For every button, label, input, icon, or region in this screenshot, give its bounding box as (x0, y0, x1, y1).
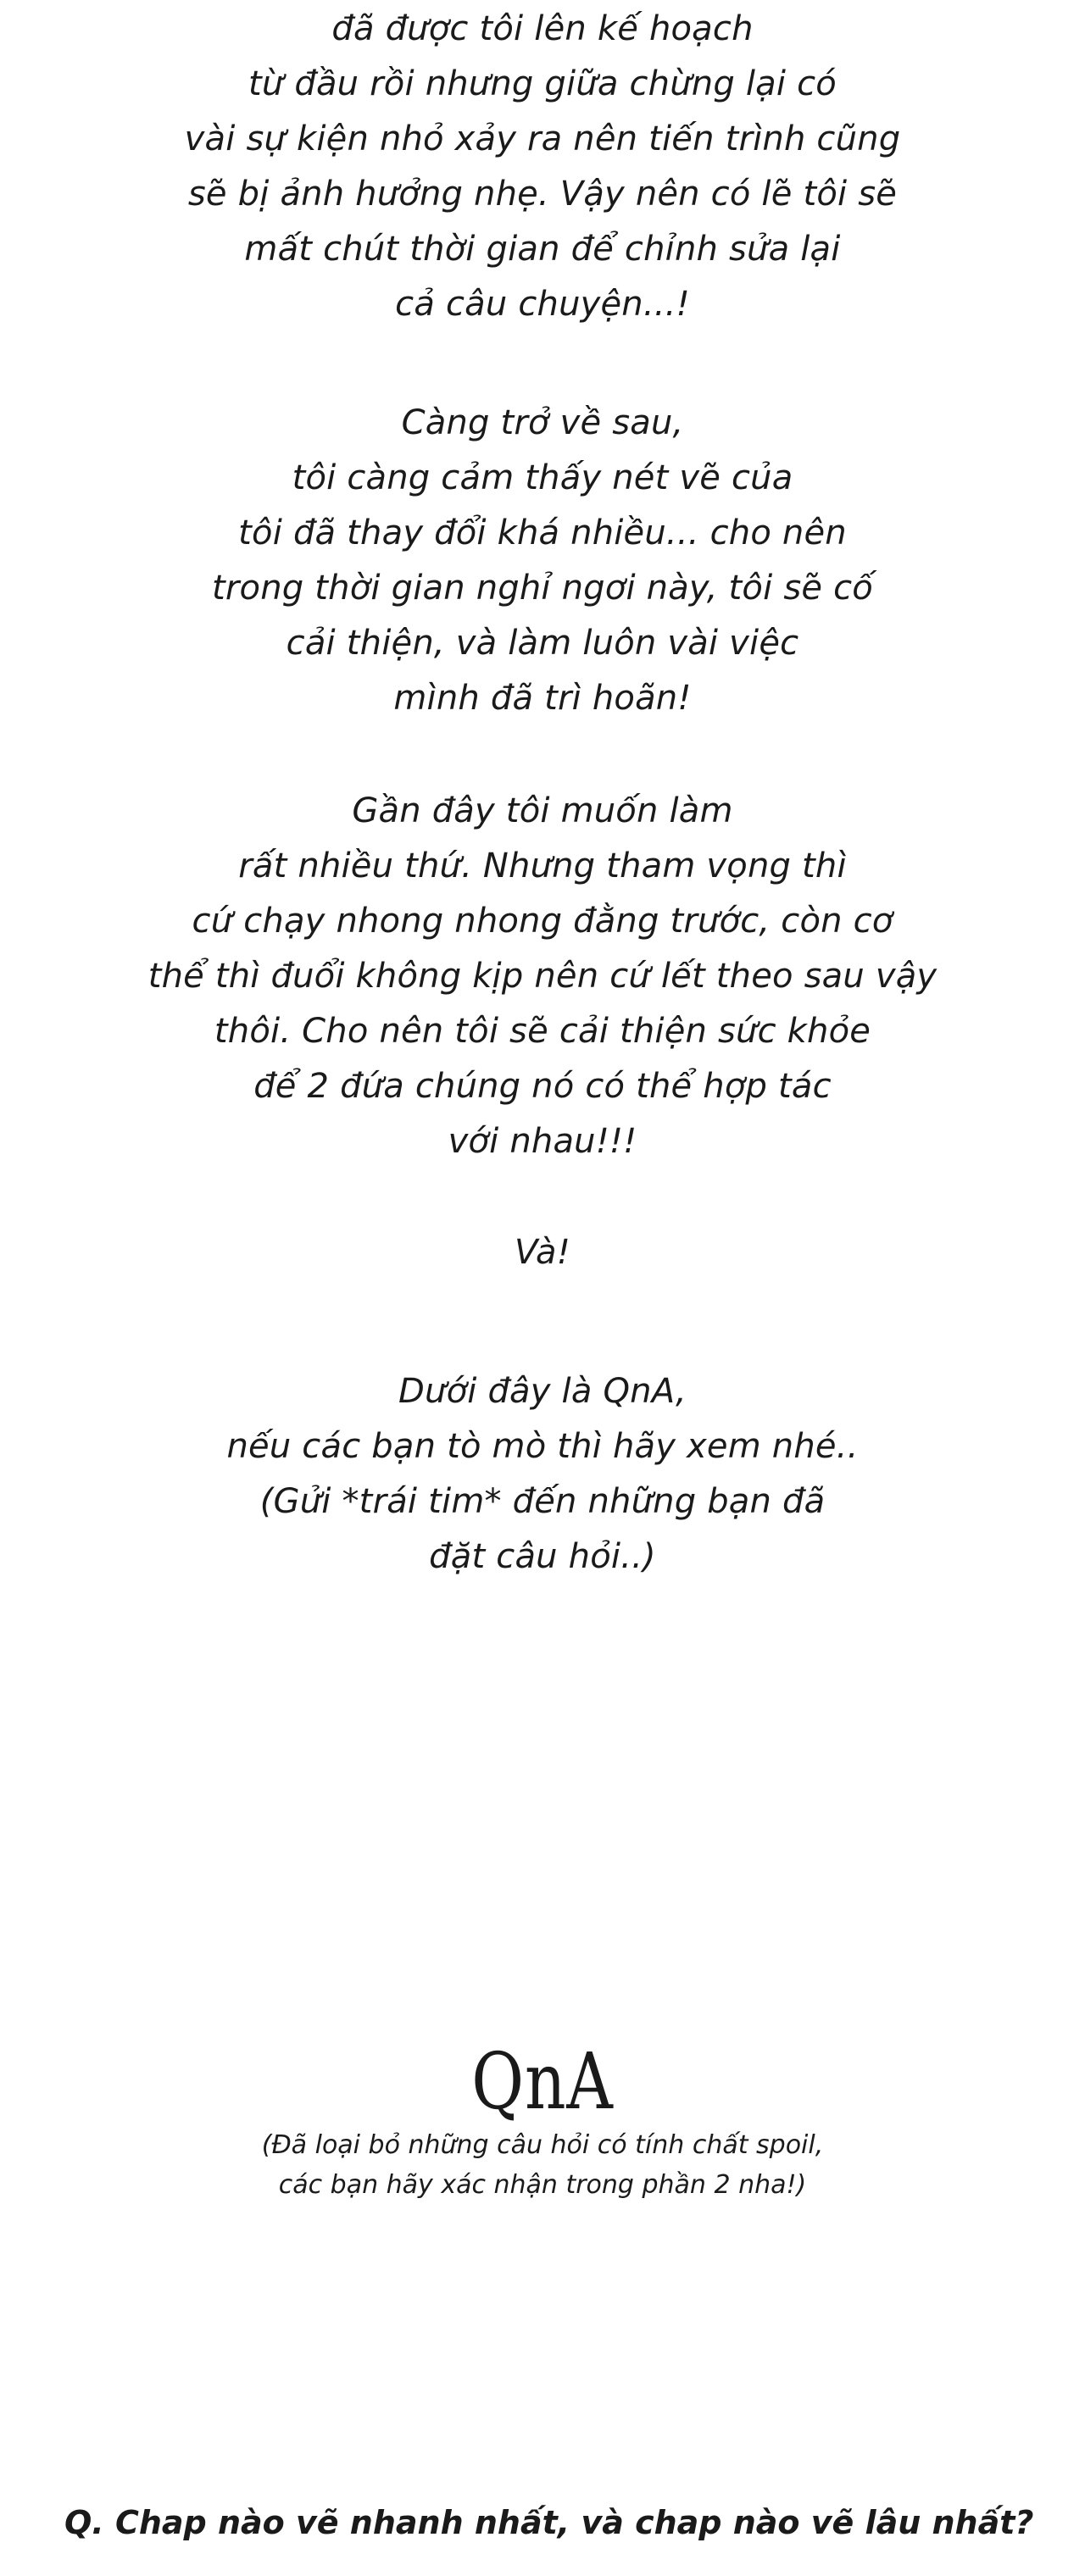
text-line: trong thời gian nghỉ ngơi này, tôi sẽ cố (212, 569, 873, 608)
paragraph-story-revision (0, 2, 1085, 332)
paragraph-health (0, 784, 1085, 1169)
paragraph-and (0, 1225, 1085, 1280)
qna-spoiler-note (0, 2125, 1085, 2205)
text-line: đặt câu hỏi..) (429, 1537, 656, 1576)
text-line: nếu các bạn tò mò thì hãy xem nhé.. (226, 1427, 859, 1466)
text-line: Dưới đây là QnA, (398, 1372, 687, 1411)
text-line: tôi đã thay đổi khá nhiều... cho nên (238, 514, 847, 552)
text-line: vài sự kiện nhỏ xảy ra nên tiến trình cũng (184, 119, 901, 158)
text-line: (Gửi *trái tim* đến những bạn đã (259, 1482, 826, 1521)
paragraph-qna-intro (0, 1364, 1085, 1585)
text-line: Và! (515, 1233, 570, 1272)
text-line: tôi càng cảm thấy nét vẽ của (292, 458, 793, 497)
text-line: cứ chạy nhong nhong đằng trước, còn cơ (192, 902, 893, 941)
text-line: (Đã loại bỏ những câu hỏi có tính chất spoil, (261, 2130, 824, 2160)
text-line: rất nhiều thứ. Nhưng tham vọng thì (238, 847, 847, 886)
text-line: cả câu chuyện...! (395, 285, 690, 324)
text-line: mình đã trì hoãn! (393, 679, 692, 718)
qna-question: Q. Chap nào vẽ nhanh nhất, và chap nào vẽ lâu nhất? (64, 2504, 1034, 2541)
text-line: từ đầu rồi nhưng giữa chừng lại có (248, 64, 837, 103)
text-line: Càng trở về sau, (401, 403, 684, 442)
text-line: với nhau!!! (448, 1122, 637, 1161)
qna-heading: QnA (471, 2036, 614, 2127)
text-line: sẽ bị ảnh hưởng nhẹ. Vậy nên có lẽ tôi sẽ (187, 175, 898, 214)
text-line: đã được tôi lên kế hoạch (331, 9, 754, 48)
text-line: cải thiện, và làm luôn vài việc (286, 624, 799, 663)
text-line: thể thì đuổi không kịp nên cứ lết theo sau vậy (147, 957, 938, 996)
text-line: các bạn hãy xác nhận trong phần 2 nha!) (278, 2170, 807, 2200)
text-line: mất chút thời gian để chỉnh sửa lại (244, 230, 841, 269)
text-line: để 2 đứa chúng nó có thể hợp tác (253, 1067, 832, 1106)
text-line: Gần đây tôi muốn làm (352, 791, 733, 830)
paragraph-art-change (0, 396, 1085, 726)
text-line: thôi. Cho nên tôi sẽ cải thiện sức khỏe (214, 1012, 871, 1051)
